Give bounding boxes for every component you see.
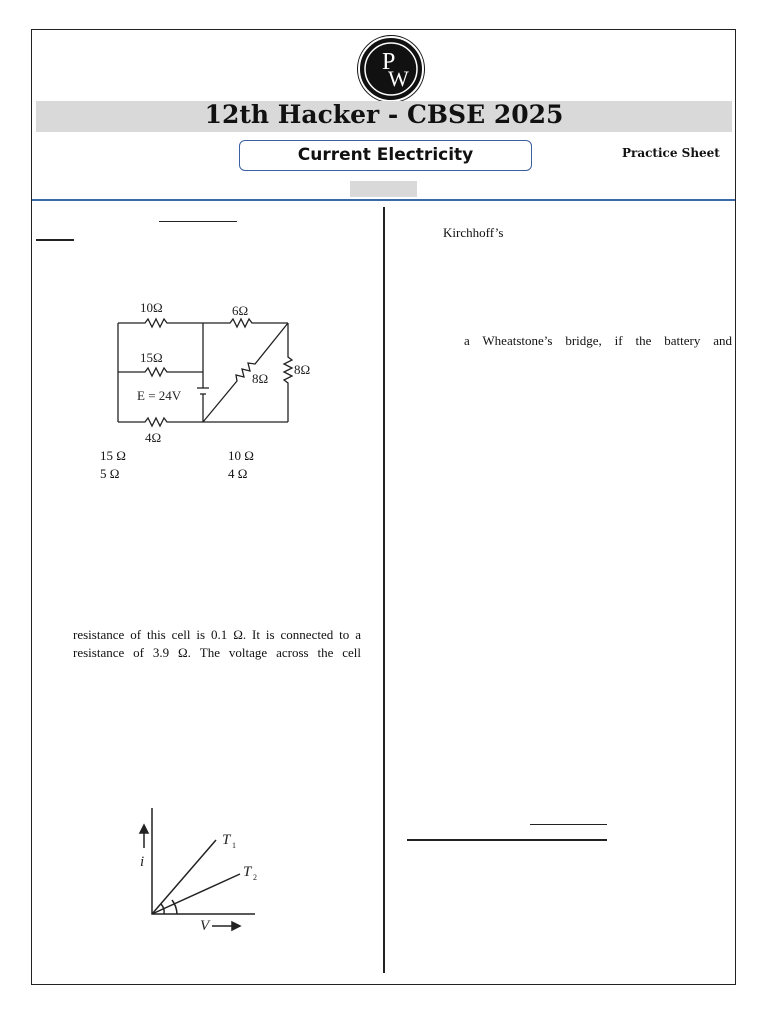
x-axis-label: V bbox=[200, 918, 210, 934]
pw-logo bbox=[358, 36, 424, 102]
svg-text:W: W bbox=[388, 66, 409, 91]
underline-rule bbox=[36, 239, 74, 241]
cell-question-line2: resistance of 3.9 Ω. The voltage across the cell bbox=[73, 645, 361, 660]
iv-graph bbox=[130, 800, 265, 935]
label-r-right: 8Ω bbox=[294, 362, 311, 377]
wheatstone-text: a Wheatstone’s bridge, if the battery and bbox=[464, 333, 732, 348]
label-r-bottom: 4Ω bbox=[145, 430, 162, 445]
header-divider bbox=[32, 199, 735, 201]
option-c: 5 Ω bbox=[100, 466, 120, 481]
label-r-top-right: 6Ω bbox=[232, 303, 249, 318]
option-a: 15 Ω bbox=[100, 448, 126, 463]
line-t2-label: T bbox=[243, 864, 252, 880]
sheet-type-label: Practice Sheet bbox=[622, 146, 720, 160]
label-r-mid-left: 15Ω bbox=[140, 350, 163, 365]
svg-text:P: P bbox=[382, 49, 396, 75]
option-b: 10 Ω bbox=[228, 448, 254, 463]
option-d: 4 Ω bbox=[228, 466, 248, 481]
label-battery: E = 24V bbox=[137, 388, 182, 403]
underline-rule bbox=[407, 839, 607, 841]
page-title: 12th Hacker - CBSE 2025 bbox=[204, 100, 564, 129]
line-t1-subscript: 1 bbox=[232, 841, 236, 850]
underline-rule bbox=[159, 221, 237, 222]
underline-rule bbox=[530, 824, 607, 825]
subject-heading: Current Electricity bbox=[239, 140, 532, 171]
cell-question-line1: resistance of this cell is 0.1 Ω. It is connected to a bbox=[73, 627, 361, 642]
line-t2-subscript: 2 bbox=[253, 873, 257, 882]
circuit-diagram bbox=[100, 295, 330, 450]
label-r-diagonal: 8Ω bbox=[252, 371, 269, 386]
line-t1-label: T bbox=[222, 832, 231, 848]
label-r-top-left: 10Ω bbox=[140, 300, 163, 315]
column-divider bbox=[383, 207, 385, 973]
gray-placeholder-chip bbox=[350, 181, 417, 197]
kirchhoff-text: Kirchhoff’s bbox=[443, 225, 504, 240]
y-axis-label: i bbox=[140, 854, 145, 870]
